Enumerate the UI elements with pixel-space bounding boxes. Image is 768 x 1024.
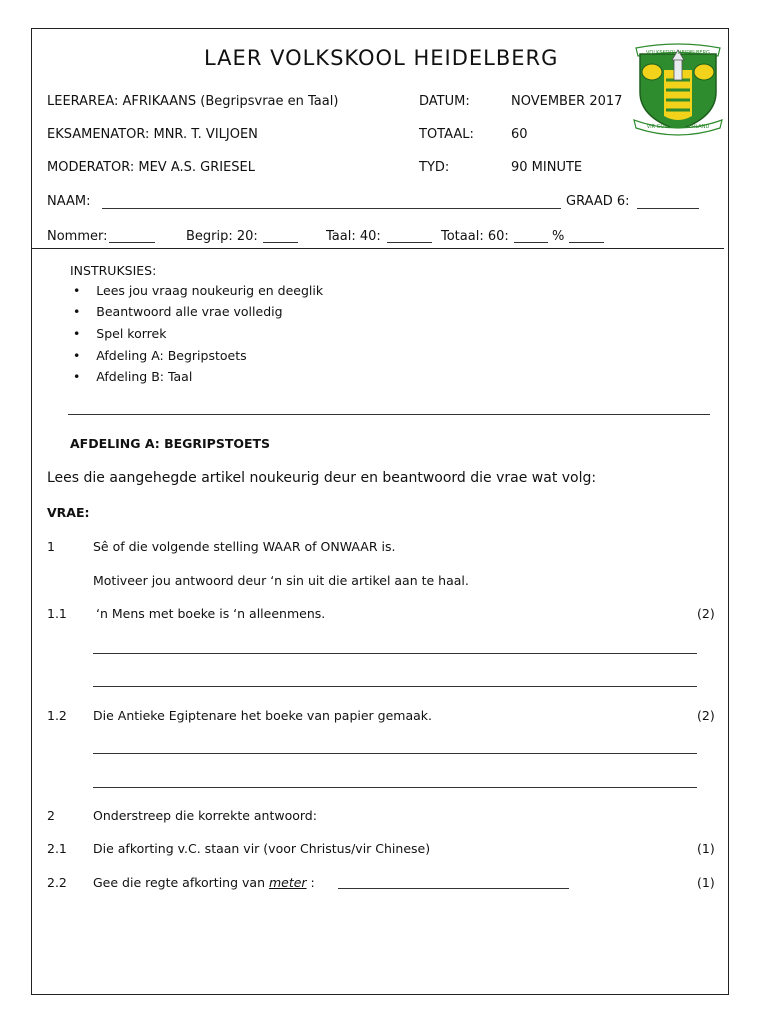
number-label: Nommer:	[47, 229, 108, 244]
grade-field[interactable]	[637, 208, 699, 209]
name-label: NAAM:	[47, 194, 91, 209]
question-marks: (1)	[697, 841, 715, 856]
instruction-item: • Lees jou vraag noukeurig en deeglik	[73, 283, 324, 298]
subject-label: LEERAREA: AFRIKAANS (Begripsvrae en Taal)	[47, 94, 339, 109]
question-marks: (2)	[697, 708, 715, 723]
question-text: Sê of die volgende stelling WAAR of ONWAAR is.	[93, 539, 396, 554]
question-instruction: Motiveer jou antwoord deur ‘n sin uit die artikel aan te haal.	[93, 573, 469, 588]
question-number: 2	[47, 808, 55, 823]
question-text: Die afkorting v.C. staan vir (voor Christus/vir Chinese)	[93, 841, 431, 856]
taal-label: Taal: 40:	[326, 229, 381, 244]
begrip-label: Begrip: 20:	[186, 229, 258, 244]
question-text: ‘n Mens met boeke is ‘n alleenmens.	[96, 606, 326, 621]
instructions-heading: INSTRUKSIES:	[70, 263, 157, 278]
question-number: 1	[47, 539, 55, 554]
question-number: 1.2	[47, 708, 67, 723]
name-field[interactable]	[102, 208, 561, 209]
begrip-field[interactable]	[263, 242, 298, 243]
answer-line[interactable]	[93, 653, 697, 654]
time-value: 90 MINUTE	[511, 160, 583, 175]
vrae-label: VRAE:	[47, 505, 90, 520]
question-marks: (2)	[697, 606, 715, 621]
answer-line[interactable]	[93, 787, 697, 788]
question-number: 2.1	[47, 841, 67, 856]
total-value: 60	[511, 127, 528, 142]
question-marks: (1)	[697, 875, 715, 890]
header-divider	[32, 248, 724, 249]
total-label: TOTAAL:	[419, 127, 474, 142]
grade-label: GRAAD 6:	[566, 194, 630, 209]
question-text: Die Antieke Egiptenare het boeke van papier gemaak.	[93, 708, 433, 723]
percent-label: %	[552, 229, 565, 244]
answer-line[interactable]	[93, 686, 697, 687]
question-text: Gee die regte afkorting van meter :	[93, 875, 315, 890]
instructions-divider	[68, 414, 710, 415]
instruction-item: • Beantwoord alle vrae volledig	[73, 304, 283, 319]
totaal-field[interactable]	[514, 242, 548, 243]
section-a-heading: AFDELING A: BEGRIPSTOETS	[70, 436, 271, 451]
taal-field[interactable]	[387, 242, 432, 243]
date-value: NOVEMBER 2017	[511, 94, 623, 109]
totaal-label: Totaal: 60:	[441, 229, 509, 244]
section-a-intro: Lees die aangehegde artikel noukeurig deur en beantwoord die vrae wat volg:	[47, 470, 597, 486]
answer-line[interactable]	[338, 888, 569, 889]
question-number: 2.2	[47, 875, 67, 890]
instruction-item: • Afdeling A: Begripstoets	[73, 348, 247, 363]
question-text: Onderstreep die korrekte antwoord:	[93, 808, 317, 823]
answer-line[interactable]	[93, 753, 697, 754]
examiner-label: EKSAMENATOR: MNR. T. VILJOEN	[47, 127, 258, 142]
moderator-label: MODERATOR: MEV A.S. GRIESEL	[47, 160, 256, 175]
question-number: 1.1	[47, 606, 67, 621]
time-label: TYD:	[419, 160, 450, 175]
underlined-word: meter	[268, 875, 307, 890]
date-label: DATUM:	[419, 94, 470, 109]
svg-text:VOLKSKOOL HEIDELBERG: VOLKSKOOL HEIDELBERG	[646, 50, 710, 56]
number-field[interactable]	[109, 242, 155, 243]
svg-text:VIR GOD EN VADERLAND: VIR GOD EN VADERLAND	[646, 124, 710, 130]
school-crest-icon	[630, 40, 726, 136]
instruction-item: • Afdeling B: Taal	[73, 369, 193, 384]
instruction-item: • Spel korrek	[73, 326, 167, 341]
school-title: LAER VOLKSKOOL HEIDELBERG	[204, 46, 559, 70]
percent-field[interactable]	[569, 242, 604, 243]
